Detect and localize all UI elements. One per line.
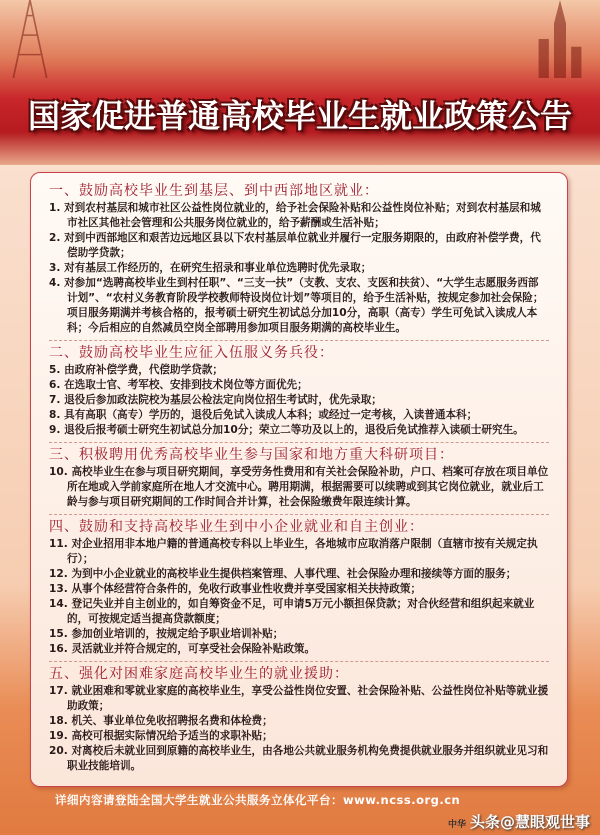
list-item: 12. 为到中小企业就业的高校毕业生提供档案管理、人事代理、社会保险办理和接续等方面的服务； — [49, 568, 517, 580]
section-heading: 三、积极聘用优秀高校毕业生参与国家和地方重大科研项目： — [49, 447, 454, 463]
section-heading: 五、强化对困难家庭高校毕业生的就业援助： — [49, 666, 349, 682]
section-3 — [49, 442, 549, 514]
oil-derrick-icon — [5, 0, 55, 78]
list-item: 5. 由政府补偿学费，代偿助学贷款； — [49, 364, 223, 376]
list-item: 15. 参加创业培训的，按规定给予职业培训补贴； — [49, 628, 284, 640]
list-item: 9. 退役后报考硕士研究生初试总分加10分；荣立二等功及以上的，退役后免试推荐入读硕士研究生。 — [49, 424, 524, 436]
list-item: 19. 高校可根据实际情况给予适当的求职补贴； — [49, 730, 273, 742]
list-item: 6. 在选取士官、考军校、安排到技术岗位等方面优先； — [49, 379, 308, 391]
policy-panel — [30, 172, 568, 787]
page-title: 国家促进普通高校毕业生就业政策公告 — [27, 97, 572, 135]
watermark — [448, 813, 590, 834]
watermark-text: 头条@慧眼观世事 — [469, 813, 590, 831]
list-item: 11. 对企业招用非本地户籍的普通高校专科以上毕业生，各地城市应取消落户限制（直辖市按有关规定执行）； — [49, 538, 538, 565]
list-item: 2. 对到中西部地区和艰苦边远地区县以下农村基层单位就业并履行一定服务期限的，由政府补偿学费，代偿助学贷款； — [49, 232, 541, 259]
section-4 — [49, 514, 549, 661]
list-item: 4. 对参加“选聘高校毕业生到村任职”、“三支一扶”（支教、支农、支医和扶贫）、“大学生志愿服务西部计划”、“农村义务教育阶段学校教师特设岗位计划”等项目的，给予生活补贴，按规定参加社会保险；项目服务期满并考核合格的，报考硕士研究生初试总分加10分，高职（高专）学生可免试入读成人本科；今后相应的自然减员空岗全部聘用参加项目服务期满的高校毕业生。 — [49, 277, 544, 334]
rocket-tower-icon — [530, 0, 590, 78]
watermark-prefix: 中华 — [447, 820, 466, 830]
list-item: 8. 具有高职（高专）学历的，退役后免试入读成人本科；或经过一定考核，入读普通本科； — [49, 409, 478, 421]
list-item: 14. 登记失业并自主创业的，如自筹资金不足，可申请5万元小额担保贷款；对合伙经营和组织起来就业的，可按规定适当提高贷款额度； — [49, 598, 535, 625]
list-item: 1. 对到农村基层和城市社区公益性岗位就业的，给予社会保险补贴和公益性岗位补贴；对到农村基层和城市社区其他社会管理和公共服务岗位就业的，给予薪酬或生活补贴； — [49, 202, 541, 229]
list-item: 7. 退役后参加政法院校为基层公检法定向岗位招生考试时，优先录取； — [49, 394, 382, 406]
footer-website-note: 详细内容请登陆全国大学生就业公共服务立体化平台：www.ncss.org.cn — [55, 793, 461, 807]
section-heading: 二、鼓励高校毕业生应征入伍服义务兵役： — [49, 345, 334, 361]
section-heading: 一、鼓励高校毕业生到基层、到中西部地区就业： — [49, 183, 379, 199]
section-5 — [49, 661, 549, 778]
list-item: 16. 灵活就业并符合规定的，可享受社会保险补贴政策。 — [49, 643, 316, 655]
list-item: 17. 就业困难和零就业家庭的高校毕业生，享受公益性岗位安置、社会保险补贴、公益性岗位补贴等就业援助政策； — [49, 685, 549, 712]
list-item: 10. 高校毕业生在参与项目研究期间，享受劳务性费用和有关社会保险补助，户口、档案可存放在项目单位所在地或入学前家庭所在地人才交流中心。聘用期满，根据需要可以续聘或到其它岗位就业，就业后工龄与参与项目研究期间的工作时间合并计算，社会保险缴费年限连续计算。 — [49, 466, 549, 508]
section-heading: 四、鼓励和支持高校毕业生到中小企业就业和自主创业： — [49, 519, 424, 535]
list-item: 3. 对有基层工作经历的，在研究生招录和事业单位选聘时优先录取； — [49, 262, 372, 274]
list-item: 20. 对离校后未就业回到原籍的高校毕业生，由各地公共就业服务机构免费提供就业服务并组织就业见习和职业技能培训。 — [49, 745, 549, 772]
footer-area — [0, 787, 600, 835]
section-2 — [49, 340, 549, 442]
section-1 — [49, 179, 549, 340]
header-banner — [0, 0, 600, 165]
list-item: 18. 机关、事业单位免收招聘报名费和体检费； — [49, 715, 273, 727]
list-item: 13. 从事个体经营符合条件的，免收行政事业性收费并享受国家相关扶持政策； — [49, 583, 422, 595]
